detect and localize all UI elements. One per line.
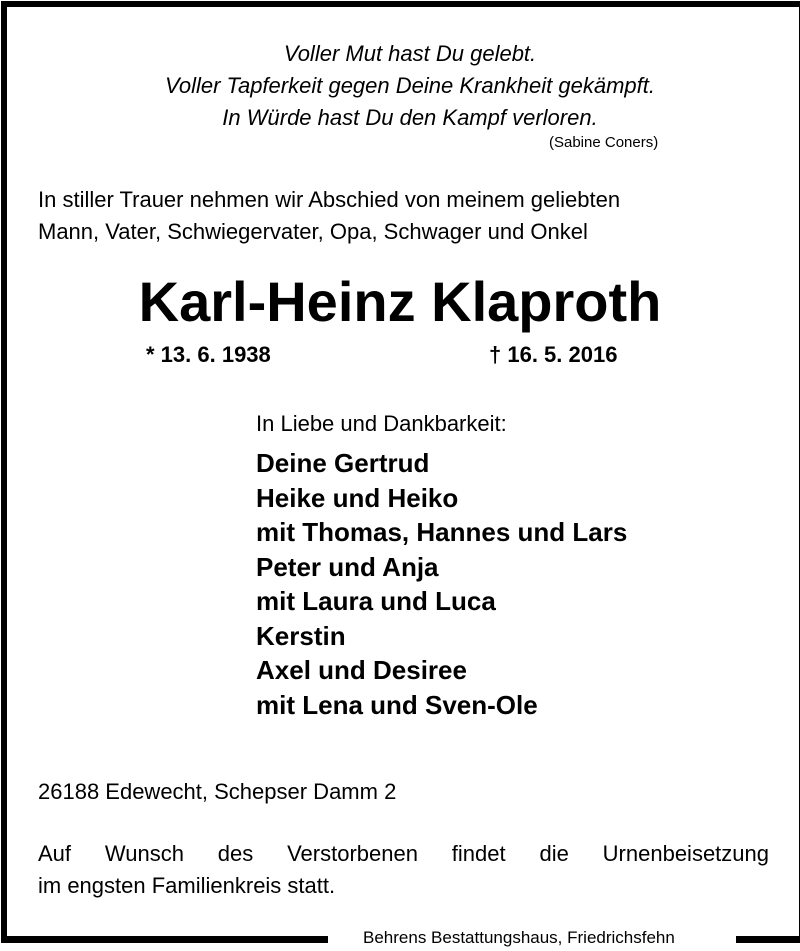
mourner-name: mit Lena und Sven-Ole bbox=[256, 689, 538, 720]
mourner-name: Deine Gertrud bbox=[256, 448, 430, 478]
motto-line: In Würde hast Du den Kampf verloren. bbox=[222, 105, 598, 130]
notice-line: im engsten Familienkreis statt. bbox=[38, 873, 336, 898]
address: 26188 Edewecht, Schepser Damm 2 bbox=[38, 779, 397, 804]
mourner-name: Kerstin bbox=[256, 620, 346, 651]
death-date: † 16. 5. 2016 bbox=[489, 342, 618, 367]
birth-date: * 13. 6. 1938 bbox=[146, 342, 271, 367]
bottom-rule-right bbox=[736, 936, 799, 943]
mourner-name: mit Laura und Luca bbox=[256, 586, 496, 616]
mourner-name: Axel und Desiree bbox=[256, 655, 467, 685]
mourners-list bbox=[256, 446, 627, 722]
mourners-heading: In Liebe und Dankbarkeit: bbox=[256, 411, 507, 436]
intro-line: In stiller Trauer nehmen wir Abschied von meinem geliebten bbox=[38, 187, 621, 212]
burial-notice bbox=[38, 838, 769, 902]
deceased-name: Karl-Heinz Klaproth bbox=[138, 270, 662, 333]
intro-line: Mann, Vater, Schwiegervater, Opa, Schwager und Onkel bbox=[38, 219, 588, 244]
motto-line: Voller Mut hast Du gelebt. bbox=[283, 41, 537, 66]
motto-source: (Sabine Coners) bbox=[549, 134, 659, 151]
undertaker-credit: Behrens Bestattungshaus, Friedrichsfehn bbox=[363, 928, 675, 947]
motto bbox=[60, 38, 760, 134]
motto-line: Voller Tapferkeit gegen Deine Krankheit gekämpft. bbox=[165, 73, 655, 98]
bottom-rule-left bbox=[1, 936, 328, 943]
mourner-name: mit Thomas, Hannes und Lars bbox=[256, 517, 628, 547]
intro-text bbox=[38, 184, 778, 248]
mourner-name: Heike und Heiko bbox=[256, 482, 459, 513]
notice-line: Auf Wunsch des Verstorbenen findet die Urnenbeisetzung bbox=[38, 841, 769, 866]
mourner-name: Peter und Anja bbox=[256, 551, 439, 582]
